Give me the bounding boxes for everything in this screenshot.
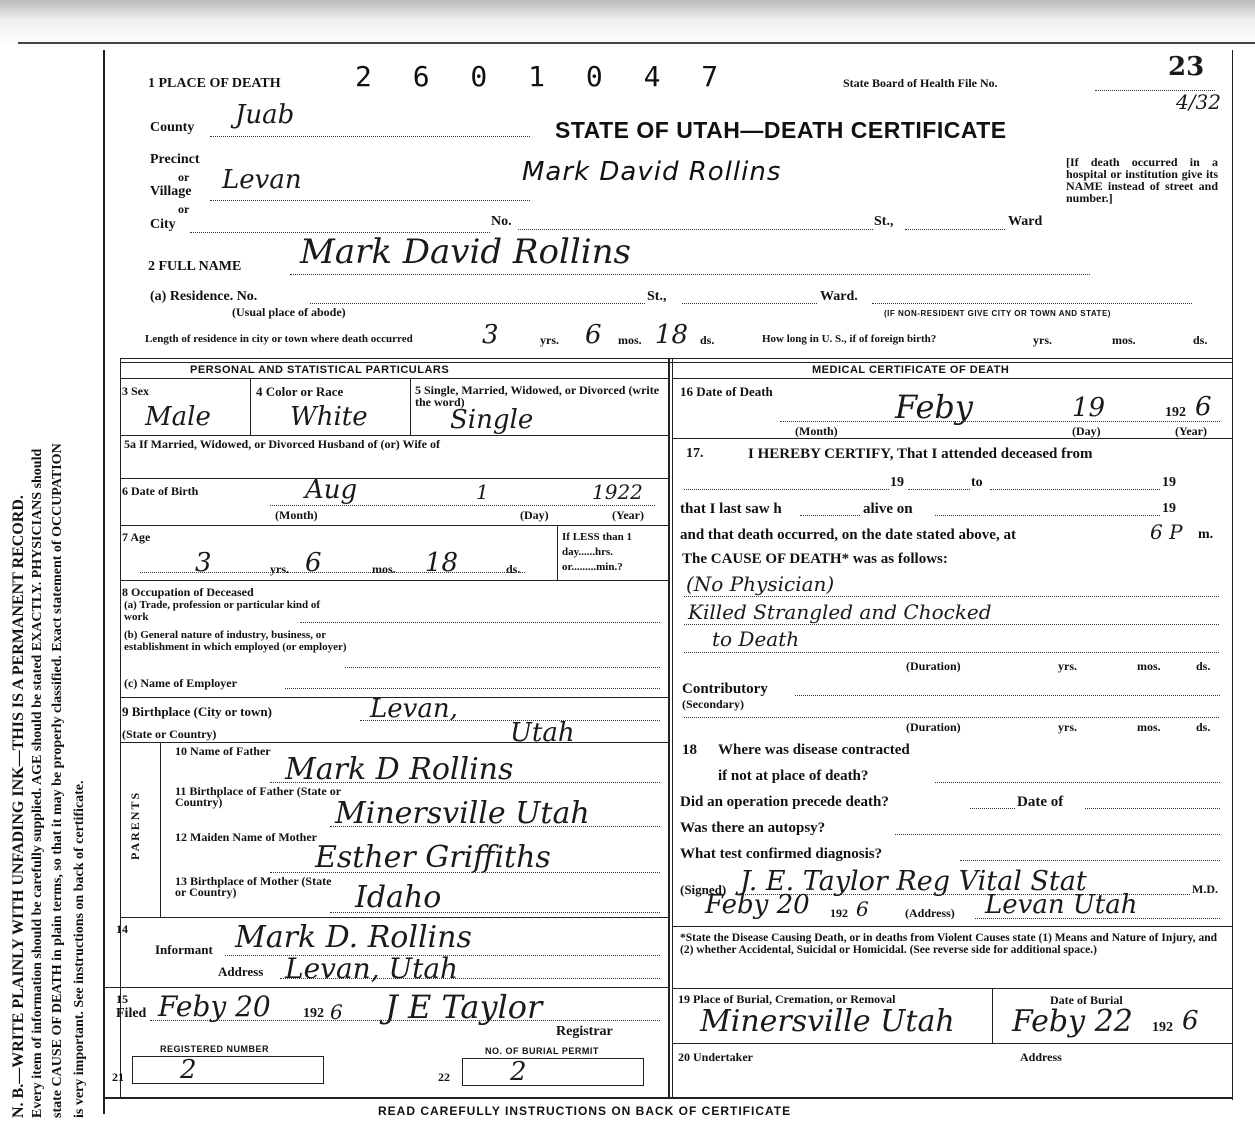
residence-line: [310, 303, 645, 304]
section-top-rule-2: [120, 362, 1232, 363]
cause-line-3: to Death: [712, 627, 800, 651]
parents-label: PARENTS: [128, 790, 142, 860]
cause-rule-3: [684, 652, 1219, 653]
dod-month: Feby: [895, 388, 973, 426]
dod-month-label: (Month): [795, 424, 838, 438]
hospital-note: [If death occurred in a hospital or institution give its NAME instead of street and number.]: [1066, 155, 1218, 205]
burial-place-value: Minersville Utah: [700, 1004, 955, 1039]
alive-on-label: alive on: [863, 501, 913, 517]
dod-year-post: 6: [1195, 392, 1212, 422]
operation-label: Did an operation precede death?: [680, 794, 889, 810]
duration-ds-1: ds.: [1196, 659, 1211, 673]
village-line: [210, 200, 530, 201]
informant-address-line: [280, 978, 660, 979]
nonresident-note: (IF NON-RESIDENT GIVE CITY OR TOWN AND STATE): [884, 309, 1111, 318]
residence-ward-line: [682, 303, 817, 304]
length-ds-label: ds.: [700, 333, 715, 347]
burial-date-label: Date of Burial: [1050, 993, 1123, 1007]
filed-label: Filed: [116, 1006, 147, 1021]
alive-on-line: [935, 515, 1160, 516]
cause-rule-2: [684, 624, 1219, 625]
father-value: Mark D Rollins: [285, 752, 514, 787]
test-label: What test confirmed diagnosis?: [680, 846, 883, 862]
duration-label-1: (Duration): [906, 659, 961, 673]
signed-year-post: 6: [856, 897, 869, 921]
age-mos-label: mos.: [372, 562, 396, 576]
scan-top-edge: [0, 0, 1255, 48]
filed-line: [150, 1020, 660, 1021]
signed-date: Feby 20: [705, 890, 810, 920]
section-top-rule: [120, 358, 1232, 359]
mother-bp-line: [330, 912, 660, 913]
signed-year-pre: 192: [830, 906, 848, 920]
operation-line: [970, 808, 1015, 809]
dod-day: 19: [1072, 393, 1106, 423]
margin-note-2: Every item of information should be carefully supplied. AGE should be stated EXACTLY. PHYSICIANS should: [30, 448, 45, 1118]
file-no-label: State Board of Health File No.: [843, 76, 998, 90]
age-label: 7 Age: [122, 530, 151, 544]
ward-line: [905, 229, 1005, 230]
place-of-death-label: 1 PLACE OF DEATH: [148, 76, 281, 91]
dod-label: 16 Date of Death: [680, 384, 773, 399]
age-ds-value: 18: [425, 548, 459, 578]
cert-num: 17.: [686, 446, 704, 461]
residence-nonres-line: [872, 303, 1192, 304]
color-marital-divider: [410, 378, 411, 435]
registrar-signature: J E Taylor: [385, 988, 543, 1026]
dob-year-label: (Year): [612, 508, 644, 522]
length-ds-value: 18: [655, 320, 689, 350]
death-occurred-label: and that death occurred, on the date stated above, at: [680, 527, 1016, 543]
age-yrs-value: 3: [195, 548, 212, 578]
duration-yrs-1: yrs.: [1058, 659, 1077, 673]
rule-after-dob: [120, 525, 668, 526]
date-of-label: Date of: [1017, 794, 1064, 810]
reg-number-label: REGISTERED NUMBER: [160, 1044, 270, 1054]
us-ds-label: ds.: [1193, 333, 1208, 347]
age-mos-value: 6: [305, 548, 322, 578]
cert-line-2c: [990, 489, 1160, 490]
registrar-label: Registrar: [556, 1024, 613, 1039]
cert-line-2b: [908, 489, 970, 490]
street-no-line: [518, 229, 873, 230]
contributory-label: Contributory: [682, 681, 768, 697]
residence-ward-label: Ward.: [820, 289, 858, 304]
rule-after-spouse: [120, 478, 668, 479]
last-saw-19: 19: [1162, 501, 1176, 516]
dob-label: 6 Date of Birth: [122, 484, 199, 498]
q18-line: [935, 782, 1220, 783]
test-line: [960, 860, 1220, 861]
full-name-line: [290, 274, 1090, 275]
autopsy-line: [895, 834, 1220, 835]
informant-address-label: Address: [218, 964, 264, 979]
full-name-value: Mark David Rollins: [300, 232, 631, 272]
age-line: [140, 572, 525, 573]
county-value: Juab: [235, 100, 295, 130]
certificate-number: 2 6 0 1 0 4 7: [355, 60, 731, 93]
burial-year-post: 6: [1182, 1006, 1199, 1036]
dod-year-pre: 192: [1165, 405, 1186, 420]
filed-num: 15: [116, 992, 128, 1006]
signed-address-label: (Address): [905, 906, 955, 920]
dob-day-label: (Day): [520, 508, 549, 522]
undertaker-label: 20 Undertaker: [678, 1050, 753, 1064]
mother-line: [270, 872, 660, 873]
autopsy-label: Was there an autopsy?: [680, 820, 826, 836]
ward-label: Ward: [1008, 214, 1043, 229]
us-residence-label: How long in U. S., if of foreign birth?: [762, 333, 937, 345]
cert-19-a: 19: [890, 475, 904, 490]
dob-month-label: (Month): [275, 508, 318, 522]
residence-sub: (Usual place of abode): [232, 305, 346, 319]
dod-year-label: (Year): [1175, 424, 1207, 438]
residence-label: (a) Residence. No.: [150, 289, 258, 304]
cert-19-b: 19: [1162, 475, 1176, 490]
village-label: Village: [150, 184, 192, 199]
reg-number-value: 2: [180, 1055, 197, 1085]
reg-number-box: [132, 1056, 324, 1084]
dob-month: Aug: [305, 475, 358, 505]
filed-value: Feby 20: [158, 990, 271, 1023]
cause-rule-1: [684, 596, 1219, 597]
mother-bp-value: Idaho: [355, 880, 442, 915]
md-label: M.D.: [1192, 882, 1218, 896]
certificate-title: STATE OF UTAH—DEATH CERTIFICATE: [555, 117, 1007, 143]
duration-ds-2: ds.: [1196, 720, 1211, 734]
filed-year-pre: 192: [303, 1006, 324, 1021]
length-mos-value: 6: [585, 320, 602, 350]
city-label: City: [150, 217, 176, 232]
death-time-value: 6 P: [1150, 520, 1183, 544]
contributory-line-2: [684, 717, 1219, 718]
footnote: *State the Disease Causing Death, or in deaths from Violent Causes state (1) Means and Nature of Injury, and (2) whether Accidental, Suicidal or Homicidal. (See reverse side for additional space.): [680, 932, 1217, 956]
cert-line-2a: [684, 489, 889, 490]
burial-permit-label: NO. OF BURIAL PERMIT: [485, 1046, 599, 1056]
us-yrs-label: yrs.: [1033, 333, 1052, 347]
burial-year-pre: 192: [1152, 1020, 1173, 1035]
sex-color-divider: [250, 378, 251, 435]
file-no-value: 23: [1168, 52, 1205, 82]
heading-rule-left: [120, 378, 668, 379]
mother-bp-label: 13 Birthplace of Mother (State or Country): [175, 874, 332, 899]
q18-text-2: if not at place of death?: [718, 768, 869, 784]
street-label: St.,: [874, 214, 894, 229]
occupation-c-line: [285, 688, 660, 689]
length-yrs-label: yrs.: [540, 333, 559, 347]
informant-address-value: Levan, Utah: [285, 952, 459, 985]
street-no-label: No.: [491, 214, 512, 229]
rule-after-age: [120, 580, 668, 581]
birthplace-sub: (State or Country): [122, 727, 217, 741]
contributory-sub: (Secondary): [682, 697, 744, 711]
heading-rule-right: [672, 378, 1232, 379]
spouse-label: 5a If Married, Widowed, or Divorced Husband of (or) Wife of: [124, 437, 440, 451]
length-residence-label: Length of residence in city or town where death occurred: [145, 333, 413, 345]
dod-day-label: (Day): [1072, 424, 1101, 438]
margin-note-4: is very important. See instructions on back of certificate.: [72, 780, 87, 1118]
informant-value: Mark D. Rollins: [235, 920, 472, 955]
last-saw-label: that I last saw h: [680, 501, 782, 517]
marital-value: Single: [450, 405, 534, 435]
marital-label: 5 Single, Married, Widowed, or Divorced (write the word): [415, 383, 660, 409]
filed-year-post: 6: [330, 1000, 343, 1024]
occupation-b-label: (b) General nature of industry, business, or establishment in which employed (or employer): [124, 629, 347, 653]
cause-line-2: Killed Strangled and Chocked: [688, 600, 992, 624]
burial-permit-field: 22: [438, 1070, 450, 1084]
footer-instructions: READ CAREFULLY INSTRUCTIONS ON BACK OF CERTIFICATE: [378, 1104, 792, 1118]
less-than-label: If LESS than 1 day......hrs. or.........min.?: [562, 531, 633, 573]
center-divider-2: [672, 358, 673, 1098]
cert-to: to: [971, 475, 983, 490]
dob-day: 1: [476, 480, 489, 504]
duration-yrs-2: yrs.: [1058, 720, 1077, 734]
burial-permit-value: 2: [510, 1057, 527, 1087]
or-label-1: or: [178, 170, 190, 184]
cause-line-1: (No Physician): [686, 572, 835, 596]
cause-label: The CAUSE OF DEATH* was as follows:: [682, 551, 948, 567]
date-of-line: [1085, 808, 1220, 809]
rule-after-parents: [120, 917, 668, 918]
signed-address-line: [975, 918, 1220, 919]
dob-line: [270, 505, 655, 506]
us-mos-label: mos.: [1112, 333, 1136, 347]
q18-text: Where was disease contracted: [718, 742, 910, 758]
father-label: 10 Name of Father: [175, 744, 271, 758]
frame-left: [103, 50, 105, 1114]
sex-value: Male: [145, 402, 211, 432]
q18-num: 18: [682, 742, 697, 758]
burial-permit-box: [462, 1058, 644, 1086]
color-value: White: [290, 402, 368, 432]
birthplace-state: Utah: [510, 718, 575, 748]
file-no-sub: 4/32: [1176, 90, 1221, 114]
typed-full-name: Mark David Rollins: [522, 157, 782, 187]
full-name-label: 2 FULL NAME: [148, 259, 242, 274]
residence-st-label: St.,: [647, 289, 667, 304]
length-yrs-value: 3: [482, 320, 499, 350]
birthplace-label: 9 Birthplace (City or town): [122, 704, 272, 719]
reg-num-field: 21: [112, 1070, 124, 1084]
cert-text: I HEREBY CERTIFY, That I attended deceased from: [748, 446, 1093, 462]
personal-heading: PERSONAL AND STATISTICAL PARTICULARS: [190, 364, 450, 376]
dob-year: 1922: [592, 480, 643, 504]
occupation-a-line: [300, 622, 660, 623]
occupation-label: 8 Occupation of Deceased: [122, 585, 254, 599]
age-ds-label: ds.: [506, 562, 521, 576]
age-less-divider: [557, 525, 558, 580]
informant-num: 14: [116, 922, 128, 936]
informant-label: Informant: [155, 942, 213, 957]
length-mos-label: mos.: [618, 333, 642, 347]
occupation-a-label: (a) Trade, profession or particular kind of work: [124, 599, 321, 623]
margin-note-3: state CAUSE OF DEATH in plain terms, so that it may be properly classified. Exact statement of OCCUPATION: [50, 443, 65, 1118]
father-bp-label: 11 Birthplace of Father (State or Country): [175, 784, 341, 809]
signed-address-value: Levan Utah: [985, 890, 1138, 920]
scan-top-line: [18, 42, 1255, 44]
rule-after-signed: [672, 926, 1232, 927]
rule-after-dod: [672, 438, 1232, 439]
occupation-b-line: [345, 667, 660, 668]
death-m-label: m.: [1198, 527, 1214, 542]
mother-value: Esther Griffiths: [315, 840, 551, 875]
dod-line: [780, 421, 1220, 422]
burial-place-label: 19 Place of Burial, Cremation, or Removal: [678, 992, 896, 1006]
duration-label-2: (Duration): [906, 720, 961, 734]
duration-mos-1: mos.: [1137, 659, 1161, 673]
rule-after-burial: [672, 1043, 1232, 1044]
rule-after-footnote: [672, 988, 1232, 989]
medical-heading: MEDICAL CERTIFICATE OF DEATH: [812, 364, 1010, 376]
undertaker-address-label: Address: [1020, 1050, 1062, 1064]
center-divider: [668, 358, 670, 1098]
rule-after-sex: [120, 435, 668, 436]
contributory-line: [795, 695, 1220, 696]
mother-label: 12 Maiden Name of Mother: [175, 830, 317, 844]
rule-after-birthplace: [120, 742, 668, 743]
county-label: County: [150, 120, 195, 135]
last-saw-line: [800, 515, 860, 516]
age-yrs-label: yrs.: [270, 562, 289, 576]
village-value: Levan: [222, 165, 302, 195]
father-bp-value: Minersville Utah: [335, 796, 590, 831]
signed-value: J. E. Taylor Reg Vital Stat: [740, 866, 1087, 897]
birthplace-line: [360, 720, 660, 721]
county-line: [210, 136, 530, 137]
margin-note-1: N. B.—WRITE PLAINLY WITH UNFADING INK—THIS IS A PERMANENT RECORD.: [10, 495, 27, 1118]
precinct-label: Precinct: [150, 152, 200, 167]
sex-label: 3 Sex: [122, 384, 149, 398]
birthplace-city: Levan,: [370, 694, 458, 724]
father-line: [270, 782, 660, 783]
or-label-2: or: [178, 202, 190, 216]
color-label: 4 Color or Race: [256, 384, 344, 399]
frame-right: [1232, 50, 1233, 1100]
occupation-c-label: (c) Name of Employer: [124, 676, 237, 690]
burial-date-value: Feby 22: [1012, 1004, 1133, 1039]
father-bp-line: [330, 826, 660, 827]
burial-divider: [992, 988, 993, 1043]
duration-mos-2: mos.: [1137, 720, 1161, 734]
parents-divider: [160, 742, 161, 917]
signed-label: (Signed): [680, 882, 727, 897]
